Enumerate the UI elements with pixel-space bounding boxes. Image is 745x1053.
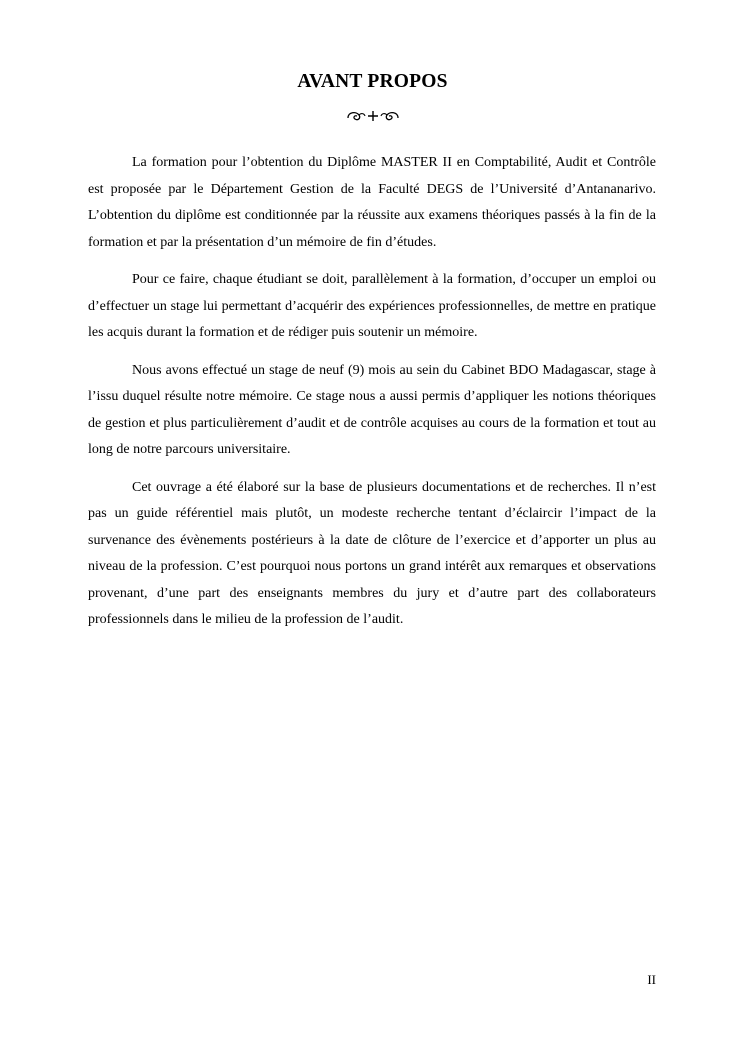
paragraph-1: La formation pour l’obtention du Diplôme MASTER II en Comptabilité, Audit et Contrôle est proposée par le Département Gestion de la Faculté DEGS de l’Université d’Antananarivo. L’obtention du diplôme est conditionnée par la réussite aux examens théoriques passés à la fin de la formation et par la présentation d’un mémoire de fin d’études.	[88, 155, 656, 250]
page-title: AVANT PROPOS	[297, 71, 448, 92]
paragraph-3: Nous avons effectué un stage de neuf (9) mois au sein du Cabinet BDO Madagascar, stage à l’issu duquel résulte notre mémoire. Ce stage nous a aussi permis d’appliquer les notions théoriques de gestion et plus particulièrement d’audit et de contrôle acquises au cours de la formation et tout au long de notre parcours universitaire.	[88, 362, 656, 457]
paragraph-4: Cet ouvrage a été élaboré sur la base de plusieurs documentations et de recherches. Il n’est pas un guide référentiel mais plutôt, un modeste recherche tentant d’éclaircir l’impact de la survenance des évènements postérieurs à la date de clôture de l’exercice et d’apporter un plus au niveau de la profession. C’est pourquoi nous portons un grand intérêt aux remarques et observations provenant, d’une part des enseignants membres du jury et d’autre part des collaborateurs professionnels dans le milieu de la profession de l’audit.	[88, 479, 656, 627]
paragraph-2: Pour ce faire, chaque étudiant se doit, parallèlement à la formation, d’occuper un emploi ou d’effectuer un stage lui permettant d’acquérir des expériences professionnelles, de mettre en pratique les acquis durant la formation et de rédiger puis soutenir un mémoire.	[88, 272, 656, 340]
page-number: II	[647, 972, 656, 987]
floral-ornament-icon	[346, 108, 400, 124]
title-ornament	[0, 108, 745, 124]
body-text	[88, 150, 656, 645]
